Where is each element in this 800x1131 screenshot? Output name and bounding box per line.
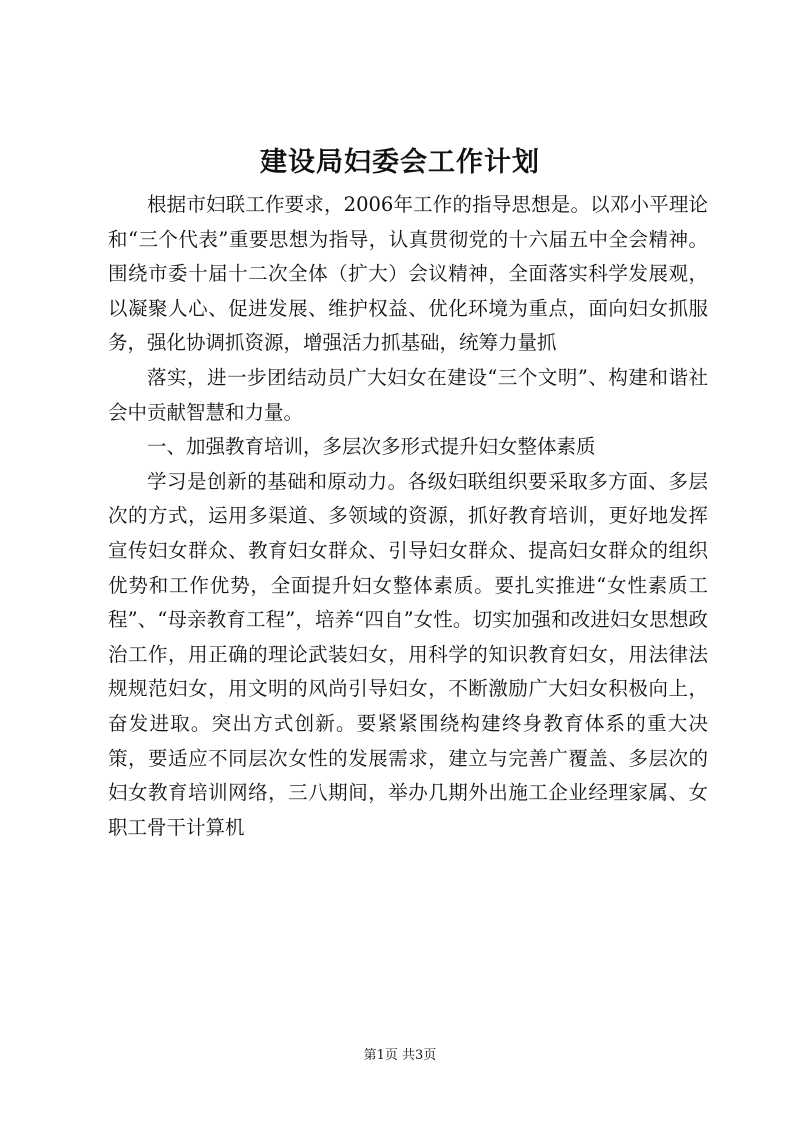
paragraph-implementation: 落实，进一步团结动员广大妇女在建设“三个文明”、构建和谐社会中贡献智慧和力量。 xyxy=(108,365,708,424)
document-title: 建设局妇委会工作计划 xyxy=(260,147,540,178)
paragraph-education-training: 学习是创新的基础和原动力。各级妇联组织要采取多方面、多层次的方式，运用多渠道、多领域的资源，抓好教育培训，更好地发挥宣传妇女群众、教育妇女群众、引导妇女群众、提高妇女群众的组织优势和工作优势，全面提升妇女整体素质。要扎实推进“女性素质工程”、“母亲教育工程”，培养“四自”女性。切实加强和改进妇女思想政治工作，用正确的理论武装妇女，用科学的知识教育妇女，用法律法规规范妇女，用文明的风尚引导妇女，不断激励广大妇女积极向上，奋发进取。突出方式创新。要紧紧围绕构建终身教育体系的重大决策，要适应不同层次女性的发展需求，建立与完善广覆盖、多层次的妇女教育培训网络，三八期间，举办几期外出施工企业经理家属、女职工骨干计算机 xyxy=(108,469,708,839)
paragraph-guiding-ideology: 根据市妇联工作要求，2006年工作的指导思想是。以邓小平理论和“三个代表”重要思想为指导，认真贯彻党的十六届五中全会精神。围绕市委十届十二次全体（扩大）会议精神，全面落实科学发展观，以凝聚人心、促进发展、维护权益、优化环境为重点，面向妇女抓服务，强化协调抓资源，增强活力抓基础，统筹力量抓 xyxy=(108,193,708,355)
section-heading-education: 一、加强教育培训，多层次多形式提升妇女整体素质 xyxy=(147,435,596,459)
document-body xyxy=(108,188,708,845)
page-number-footer: 第1页 共3页 xyxy=(363,1048,437,1063)
